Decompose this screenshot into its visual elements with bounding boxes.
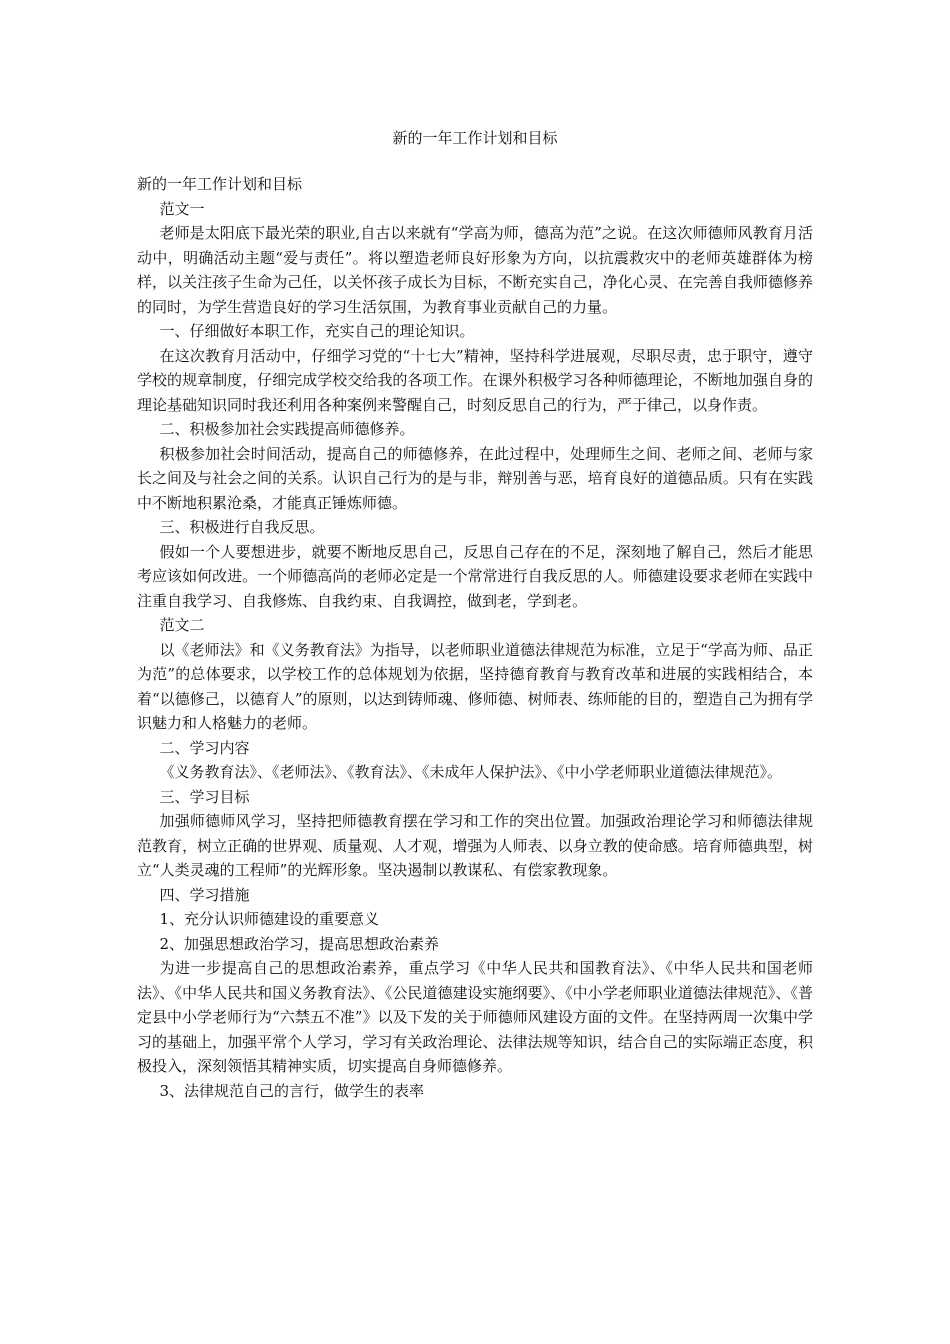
body-heading: 新的一年工作计划和目标	[137, 175, 303, 193]
section-label: 范文一	[159, 199, 205, 218]
paragraph: 以《老师法》和《义务教育法》为指导，以老师职业道德法律规范为标准，立足于“学高为师、品正为范”的总体要求，以学校工作的总体规划为依据，坚持德育教育与教育改革和进展的实践相结合，本着“以德修己，以德育人”的原则，以达到铸师魂、修师德、树师表、练师能的目的，塑造自己为拥有学识魅力和人格魅力的老师。	[137, 640, 813, 732]
paragraph: 在这次教育月活动中，仔细学习党的“十七大”精神，坚持科学进展观，尽职尽责，忠于职守，遵守学校的规章制度，仔细完成学校交给我的各项工作。在课外积极学习各种师德理论，不断地加强自身的理论基础知识同时我还利用各种案例来警醒自己，时刻反思自己的行为，严于律己，以身作责。	[137, 346, 813, 414]
section-heading: 三、学习目标	[159, 787, 250, 806]
section-heading: 二、学习内容	[159, 738, 250, 757]
section-heading: 二、积极参加社会实践提高师德修养。	[159, 420, 415, 438]
paragraph: 假如一个人要想进步，就要不断地反思自己，反思自己存在的不足，深刻地了解自己，然后才能思考应该如何改进。一个师德高尚的老师必定是一个常常进行自我反思的人。师德建设要求老师在实践中注重自我学习、自我修炼、自我约束、自我调控，做到老，学到老。	[137, 542, 813, 610]
paragraph: 老师是太阳底下最光荣的职业,自古以来就有“学高为师，德高为范”之说。在这次师德师风教育月活动中，明确活动主题“爱与责任”。将以塑造老师良好形象为方向，以抗震救灾中的老师英雄群体为榜样，以关注孩子生命为己任，以关怀孩子成长为目标，不断充实自己，净化心灵、在完善自我师德修养的同时，为学生营造良好的学习生活氛围，为教育事业贡献自己的力量。	[137, 224, 813, 316]
paragraph: 积极参加社会时间活动，提高自己的师德修养，在此过程中，处理师生之间、老师之间、老师与家长之间及与社会之间的关系。认识自己行为的是与非，辩别善与恶，培育良好的道德品质。只有在实践中不断地积累沧桑，才能真正锤炼师德。	[137, 444, 813, 512]
paragraph: 为进一步提高自己的思想政治素养，重点学习《中华人民共和国教育法》、《中华人民共和国老师法》、《中华人民共和国义务教育法》、《公民道德建设实施纲要》、《中小学老师职业道德法律规范》、《普定县中小学老师行为“六禁五不准”》以及下发的关于师德师风建设方面的文件。在坚持两周一次集中学习的基础上，加强平常个人学习，学习有关政治理论、法律法规等知识，结合自己的实际端正态度，积极投入，深刻领悟其精神实质，切实提高自身师德修养。	[137, 959, 813, 1075]
list-item: 3、法律规范自己的言行，做学生的表率	[159, 1081, 425, 1100]
document-body	[137, 172, 813, 1103]
page-title: 新的一年工作计划和目标	[392, 129, 558, 147]
list-item: 2、加强思想政治学习，提高思想政治素养	[159, 934, 440, 953]
section-heading: 三、积极进行自我反思。	[159, 518, 325, 536]
list-item: 1、充分认识师德建设的重要意义	[159, 910, 380, 928]
section-label: 范文二	[159, 616, 205, 634]
section-heading: 一、仔细做好本职工作，充实自己的理论知识。	[159, 322, 475, 340]
paragraph: 《义务教育法》、《老师法》、《教育法》、《未成年人保护法》、《中小学老师职业道德法律规范》。	[159, 763, 783, 781]
paragraph: 加强师德师风学习，坚持把师德教育摆在学习和工作的突出位置。加强政治理论学习和师德法律规范教育，树立正确的世界观、质量观、人才观，增强为人师表、以身立教的使命感。培育师德典型，树立“人类灵魂的工程师”的光辉形象。坚决遏制以教谋私、有偿家教现象。	[137, 812, 813, 879]
section-heading: 四、学习措施	[159, 885, 250, 904]
